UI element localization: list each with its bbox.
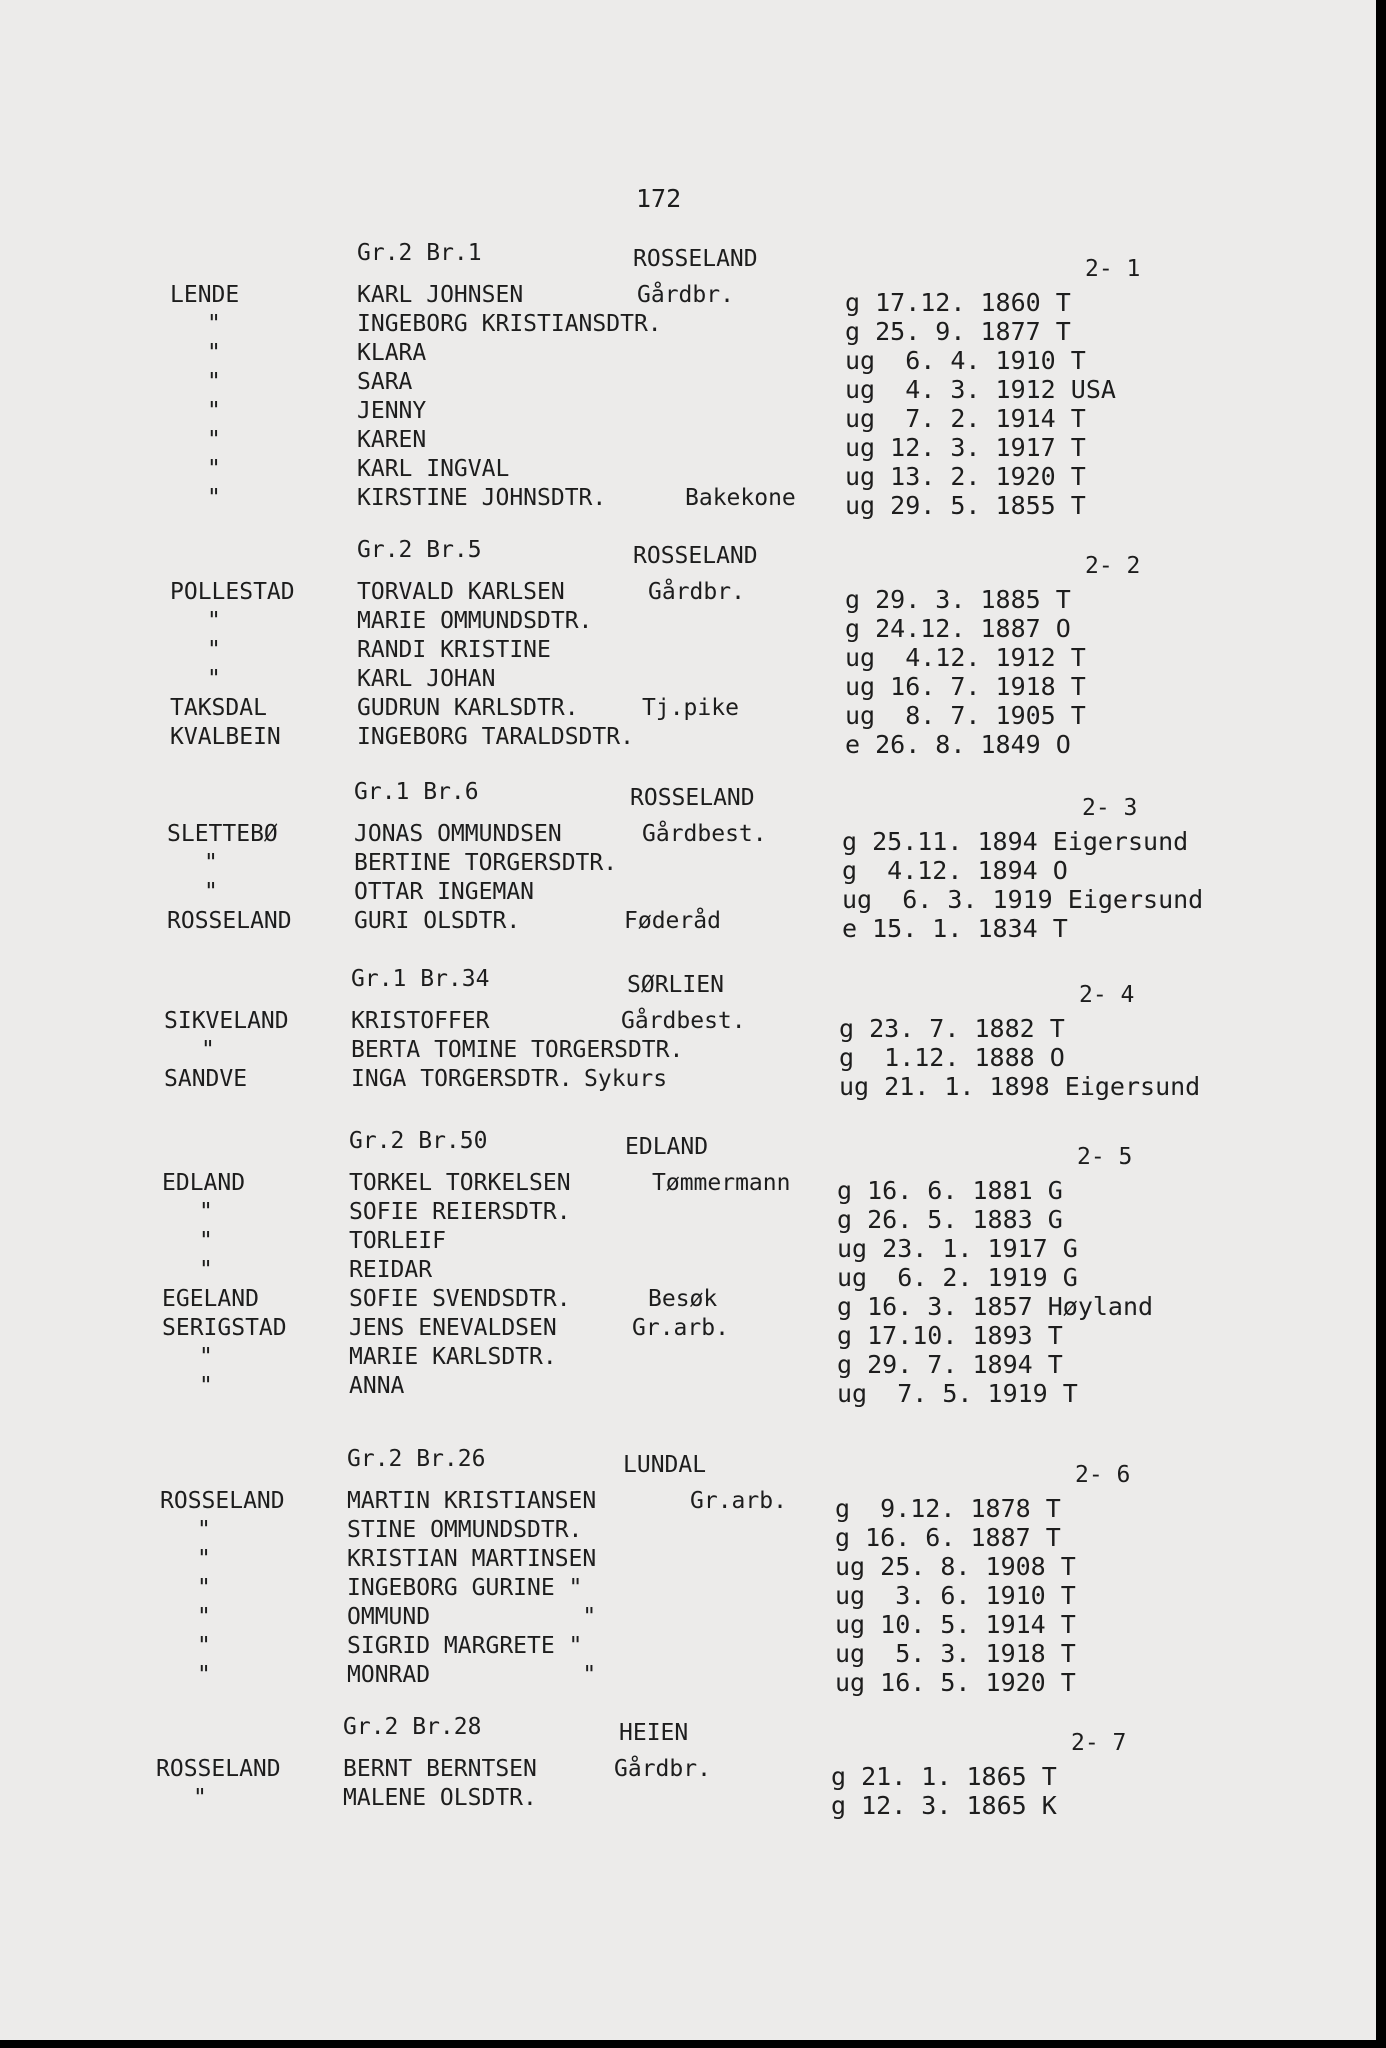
person-row — [0, 1037, 1370, 1072]
occupation: Gårdbr. — [637, 282, 734, 308]
status-birthdate-origin: ug 5. 3. 1918 T — [835, 1639, 1076, 1668]
birthplace: ROSSELAND — [167, 908, 292, 934]
household-number: 2- 6 — [1075, 1462, 1131, 1488]
occupation: Gårdbest. — [642, 821, 767, 847]
person-row — [0, 821, 1373, 856]
person-row — [0, 579, 1376, 614]
birthplace: " — [197, 1546, 211, 1572]
status-birthdate-origin: e 15. 1. 1834 T — [842, 914, 1068, 943]
person-row — [0, 1286, 1368, 1321]
status-birthdate-origin: ug 21. 1. 1898 Eigersund — [839, 1072, 1201, 1101]
status-birthdate-origin: g 21. 1. 1865 T — [831, 1762, 1057, 1791]
status-birthdate-origin: g 26. 5. 1883 G — [837, 1205, 1063, 1234]
person-row — [0, 1488, 1366, 1523]
status-birthdate-origin: g 9.12. 1878 T — [835, 1494, 1061, 1523]
person-name: REIDAR — [349, 1257, 433, 1283]
person-name: KRISTIAN MARTINSEN — [347, 1546, 597, 1572]
status-birthdate-origin: g 25.11. 1894 Eigersund — [842, 827, 1189, 856]
household-number: 2- 7 — [1071, 1730, 1127, 1756]
birthplace: " — [207, 637, 221, 663]
birthplace: " — [193, 1785, 207, 1811]
person-row — [0, 1066, 1370, 1101]
status-birthdate-origin: ug 25. 8. 1908 T — [835, 1552, 1076, 1581]
status-birthdate-origin: g 17.10. 1893 T — [837, 1321, 1063, 1350]
household-header — [0, 1128, 1368, 1168]
person-name: RANDI KRISTINE — [357, 637, 551, 663]
person-row — [0, 1170, 1368, 1205]
person-name: KIRSTINE JOHNSDTR. — [357, 485, 607, 511]
birthplace: " — [204, 850, 218, 876]
person-name: STINE OMMUNDSDTR. — [347, 1517, 583, 1543]
household-number: 2- 1 — [1085, 256, 1141, 282]
person-name: GUDRUN KARLSDTR. — [357, 695, 579, 721]
status-birthdate-origin: ug 8. 7. 1905 T — [845, 701, 1086, 730]
status-birthdate-origin: ug 29. 5. 1855 T — [845, 491, 1086, 520]
status-birthdate-origin: ug 4. 3. 1912 USA — [845, 375, 1116, 404]
birthplace: " — [199, 1373, 213, 1399]
person-name: KRISTOFFER — [351, 1008, 490, 1034]
birthplace: " — [207, 311, 221, 337]
person-row — [0, 1662, 1366, 1697]
birthplace: LENDE — [170, 282, 240, 308]
household-number: 2- 3 — [1082, 795, 1138, 821]
birthplace: " — [207, 427, 221, 453]
register-reference: Gr.2 Br.5 — [357, 537, 482, 563]
status-birthdate-origin: ug 7. 5. 1919 T — [837, 1379, 1078, 1408]
birthplace: SANDVE — [164, 1066, 248, 1092]
birthplace: " — [199, 1199, 213, 1225]
person-row — [0, 340, 1376, 375]
person-row — [0, 1228, 1368, 1263]
occupation: Besøk — [648, 1286, 718, 1312]
occupation: Gårdbr. — [648, 579, 745, 605]
status-birthdate-origin: ug 16. 7. 1918 T — [845, 672, 1086, 701]
person-row — [0, 666, 1376, 701]
status-birthdate-origin: g 16. 6. 1887 T — [835, 1523, 1061, 1552]
status-birthdate-origin: g 25. 9. 1877 T — [845, 317, 1071, 346]
person-name: GURI OLSDTR. — [354, 908, 521, 934]
birthplace: " — [204, 879, 218, 905]
household-header — [0, 1714, 1362, 1754]
birthplace: TAKSDAL — [170, 695, 267, 721]
person-name: KAREN — [357, 427, 427, 453]
household-header — [0, 1446, 1366, 1486]
register-reference: Gr.2 Br.28 — [343, 1714, 482, 1740]
status-birthdate-origin: g 12. 3. 1865 K — [831, 1791, 1057, 1820]
birthplace: " — [197, 1633, 211, 1659]
person-name: KARL JOHNSEN — [357, 282, 524, 308]
person-row — [0, 456, 1376, 491]
status-birthdate-origin: ug 13. 2. 1920 T — [845, 462, 1086, 491]
person-row — [0, 1257, 1368, 1292]
status-birthdate-origin: g 23. 7. 1882 T — [839, 1014, 1065, 1043]
person-name: OMMUND " — [347, 1604, 597, 1630]
birthplace: " — [197, 1517, 211, 1543]
person-row — [0, 637, 1376, 672]
person-row — [0, 485, 1376, 520]
occupation: Gr.arb. — [632, 1315, 729, 1341]
person-row — [0, 1575, 1366, 1610]
register-reference: Gr.1 Br.6 — [354, 779, 479, 805]
birthplace: KVALBEIN — [170, 724, 281, 750]
status-birthdate-origin: ug 6. 4. 1910 T — [845, 346, 1086, 375]
birthplace: " — [197, 1575, 211, 1601]
birthplace: " — [207, 666, 221, 692]
person-row — [0, 879, 1373, 914]
person-name: MONRAD " — [347, 1662, 597, 1688]
status-birthdate-origin: g 17.12. 1860 T — [845, 288, 1071, 317]
occupation: Gårdbest. — [621, 1008, 746, 1034]
status-birthdate-origin: ug 6. 2. 1919 G — [837, 1263, 1078, 1292]
birthplace: " — [207, 456, 221, 482]
household-number: 2- 5 — [1077, 1144, 1133, 1170]
status-birthdate-origin: g 16. 3. 1857 Høyland — [837, 1292, 1154, 1321]
person-row — [0, 311, 1376, 346]
person-row — [0, 1344, 1368, 1379]
register-reference: Gr.2 Br.1 — [357, 240, 482, 266]
person-name: SIGRID MARGRETE " — [347, 1633, 583, 1659]
occupation: Sykurs — [584, 1066, 668, 1092]
person-name: MARIE KARLSDTR. — [349, 1344, 557, 1370]
person-row — [0, 1546, 1366, 1581]
occupation: Bakekone — [685, 485, 796, 511]
birthplace: " — [197, 1662, 211, 1688]
farm-name: ROSSELAND — [630, 785, 755, 811]
occupation: Føderåd — [624, 908, 721, 934]
household-header — [0, 966, 1370, 1006]
person-name: INGA TORGERSDTR. — [351, 1066, 573, 1092]
birthplace: ROSSELAND — [160, 1488, 285, 1514]
page-number: 172 — [636, 184, 682, 213]
status-birthdate-origin: e 26. 8. 1849 O — [845, 730, 1071, 759]
person-row — [0, 369, 1376, 404]
status-birthdate-origin: ug 10. 5. 1914 T — [835, 1610, 1076, 1639]
person-name: MALENE OLSDTR. — [343, 1785, 537, 1811]
person-name: OTTAR INGEMAN — [354, 879, 535, 905]
person-name: SOFIE SVENDSDTR. — [349, 1286, 571, 1312]
person-name: BERTINE TORGERSDTR. — [354, 850, 618, 876]
person-row — [0, 282, 1376, 317]
status-birthdate-origin: g 24.12. 1887 O — [845, 614, 1071, 643]
birthplace: " — [199, 1344, 213, 1370]
person-name: JENNY — [357, 398, 427, 424]
status-birthdate-origin: ug 6. 3. 1919 Eigersund — [842, 885, 1204, 914]
person-name: BERTA TOMINE TORGERSDTR. — [351, 1037, 684, 1063]
status-birthdate-origin: ug 4.12. 1912 T — [845, 643, 1086, 672]
person-row — [0, 908, 1373, 943]
person-row — [0, 850, 1373, 885]
status-birthdate-origin: g 29. 7. 1894 T — [837, 1350, 1063, 1379]
birthplace: SERIGSTAD — [162, 1315, 287, 1341]
status-birthdate-origin: g 4.12. 1894 O — [842, 856, 1068, 885]
person-name: KARL JOHAN — [357, 666, 496, 692]
person-name: INGEBORG TARALDSDTR. — [357, 724, 634, 750]
person-name: KLARA — [357, 340, 427, 366]
person-name: KARL INGVAL — [357, 456, 510, 482]
birthplace: SLETTEBØ — [167, 821, 278, 847]
farm-name: HEIEN — [619, 1720, 689, 1746]
person-row — [0, 427, 1376, 462]
person-name: TORKEL TORKELSEN — [349, 1170, 571, 1196]
birthplace: EDLAND — [162, 1170, 246, 1196]
birthplace: " — [207, 485, 221, 511]
household-header — [0, 240, 1376, 280]
person-row — [0, 398, 1376, 433]
status-birthdate-origin: ug 3. 6. 1910 T — [835, 1581, 1076, 1610]
person-row — [0, 1756, 1362, 1791]
person-name: INGEBORG KRISTIANSDTR. — [357, 311, 662, 337]
person-name: BERNT BERNTSEN — [343, 1756, 537, 1782]
farm-name: LUNDAL — [623, 1452, 707, 1478]
person-name: TORVALD KARLSEN — [357, 579, 565, 605]
birthplace: POLLESTAD — [170, 579, 295, 605]
occupation: Tj.pike — [642, 695, 739, 721]
birthplace: " — [199, 1228, 213, 1254]
birthplace: " — [207, 398, 221, 424]
birthplace: " — [207, 608, 221, 634]
person-row — [0, 608, 1376, 643]
farm-name: EDLAND — [625, 1134, 709, 1160]
status-birthdate-origin: g 1.12. 1888 O — [839, 1043, 1065, 1072]
person-row — [0, 1373, 1368, 1408]
person-row — [0, 1199, 1368, 1234]
birthplace: SIKVELAND — [164, 1008, 289, 1034]
person-name: MARTIN KRISTIANSEN — [347, 1488, 597, 1514]
status-birthdate-origin: g 29. 3. 1885 T — [845, 585, 1071, 614]
status-birthdate-origin: ug 23. 1. 1917 G — [837, 1234, 1078, 1263]
person-name: MARIE OMMUNDSDTR. — [357, 608, 593, 634]
household-number: 2- 4 — [1079, 982, 1135, 1008]
person-name: INGEBORG GURINE " — [347, 1575, 583, 1601]
occupation: Gårdbr. — [614, 1756, 711, 1782]
person-row — [0, 1604, 1366, 1639]
person-name: JONAS OMMUNDSEN — [354, 821, 562, 847]
person-row — [0, 1517, 1366, 1552]
status-birthdate-origin: g 16. 6. 1881 G — [837, 1176, 1063, 1205]
household-header — [0, 779, 1373, 819]
household-header — [0, 537, 1376, 577]
person-name: JENS ENEVALDSEN — [349, 1315, 557, 1341]
birthplace: " — [201, 1037, 215, 1063]
person-row — [0, 695, 1376, 730]
farm-name: SØRLIEN — [627, 972, 724, 998]
birthplace: EGELAND — [162, 1286, 259, 1312]
occupation: Tømmermann — [652, 1170, 791, 1196]
occupation: Gr.arb. — [690, 1488, 787, 1514]
farm-name: ROSSELAND — [633, 246, 758, 272]
person-row — [0, 1315, 1368, 1350]
register-reference: Gr.2 Br.50 — [349, 1128, 488, 1154]
person-name: ANNA — [349, 1373, 405, 1399]
person-row — [0, 724, 1376, 759]
person-name: TORLEIF — [349, 1228, 446, 1254]
person-row — [0, 1785, 1362, 1820]
birthplace: ROSSELAND — [156, 1756, 281, 1782]
birthplace: " — [207, 340, 221, 366]
birthplace: " — [197, 1604, 211, 1630]
household-number: 2- 2 — [1085, 553, 1141, 579]
person-row — [0, 1633, 1366, 1668]
register-reference: Gr.2 Br.26 — [347, 1446, 486, 1472]
status-birthdate-origin: ug 12. 3. 1917 T — [845, 433, 1086, 462]
status-birthdate-origin: ug 7. 2. 1914 T — [845, 404, 1086, 433]
person-name: SARA — [357, 369, 413, 395]
register-reference: Gr.1 Br.34 — [351, 966, 490, 992]
farm-name: ROSSELAND — [633, 543, 758, 569]
status-birthdate-origin: ug 16. 5. 1920 T — [835, 1668, 1076, 1697]
birthplace: " — [199, 1257, 213, 1283]
birthplace: " — [207, 369, 221, 395]
person-name: SOFIE REIERSDTR. — [349, 1199, 571, 1225]
person-row — [0, 1008, 1370, 1043]
